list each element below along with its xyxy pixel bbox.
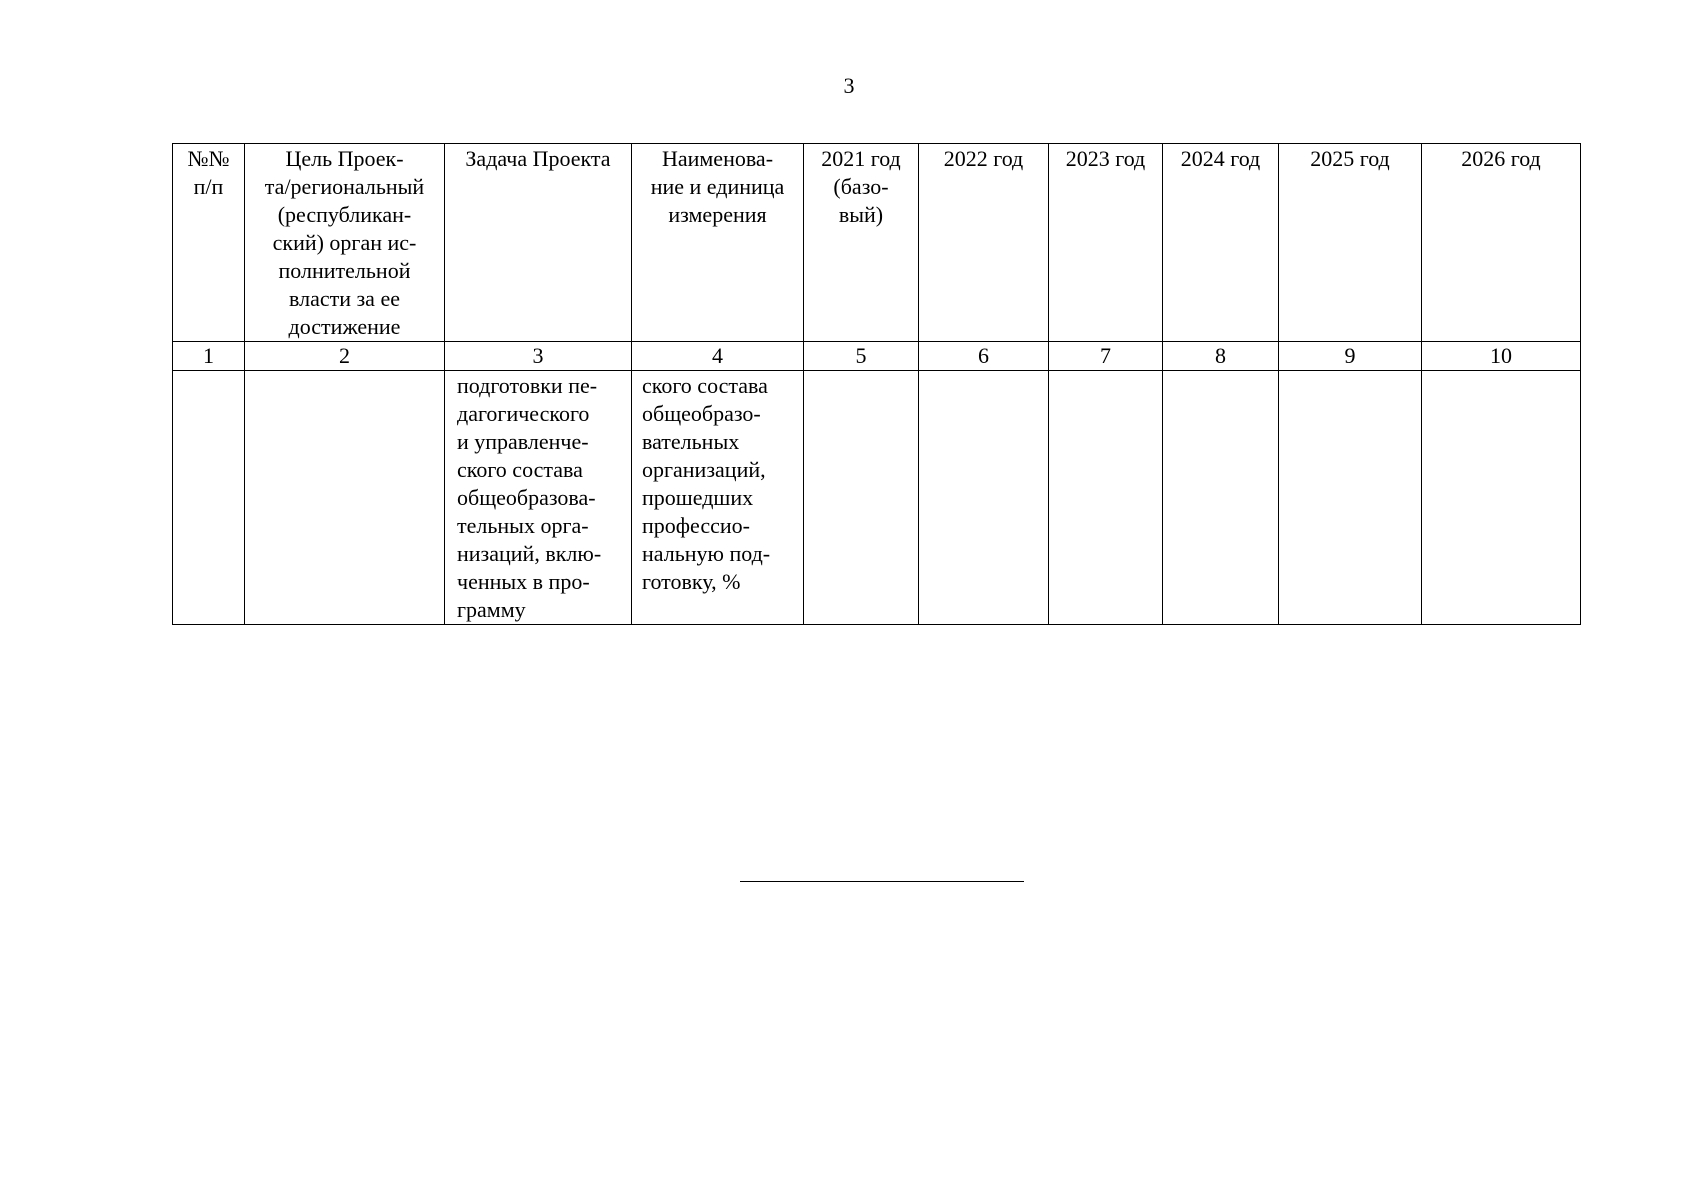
table-cell-indicator: ского состава общеобразо- вательных организаций, прошедших профессио- нальную под- готовку, % xyxy=(632,371,804,625)
table-cell-number xyxy=(173,371,245,625)
table-cell-2024 xyxy=(1163,371,1279,625)
column-number: 10 xyxy=(1422,342,1581,371)
column-number-row xyxy=(173,342,1581,371)
table-header-row xyxy=(173,144,1581,342)
column-number: 8 xyxy=(1163,342,1279,371)
table-cell-2022 xyxy=(919,371,1049,625)
header-year-2025: 2025 год xyxy=(1279,144,1422,342)
table-cell-2021 xyxy=(804,371,919,625)
column-number: 7 xyxy=(1049,342,1163,371)
header-project-goal: Цель Проек- та/региональный (республикан- ский) орган ис- полнительной власти за ее достижение xyxy=(245,144,445,342)
table-row xyxy=(173,371,1581,625)
table-cell-goal xyxy=(245,371,445,625)
column-number: 5 xyxy=(804,342,919,371)
table-cell-2026 xyxy=(1422,371,1581,625)
header-year-2022: 2022 год xyxy=(919,144,1049,342)
column-number: 3 xyxy=(445,342,632,371)
footer-divider-line xyxy=(740,881,1024,882)
table-cell-2025 xyxy=(1279,371,1422,625)
column-number: 9 xyxy=(1279,342,1422,371)
header-year-2024: 2024 год xyxy=(1163,144,1279,342)
header-indicator-name: Наименова- ние и единица измерения xyxy=(632,144,804,342)
column-number: 1 xyxy=(173,342,245,371)
header-number: №№ п/п xyxy=(173,144,245,342)
column-number: 6 xyxy=(919,342,1049,371)
table-cell-task: подготовки пе- дагогического и управленче- ского состава общеобразова- тельных орга- низаций, вклю- ченных в про- грамму xyxy=(445,371,632,625)
header-project-task: Задача Проекта xyxy=(445,144,632,342)
header-year-2021: 2021 год (базо- вый) xyxy=(804,144,919,342)
table-cell-2023 xyxy=(1049,371,1163,625)
indicators-table xyxy=(172,143,1581,625)
column-number: 2 xyxy=(245,342,445,371)
column-number: 4 xyxy=(632,342,804,371)
page-number: 3 xyxy=(843,73,855,98)
header-year-2023: 2023 год xyxy=(1049,144,1163,342)
header-year-2026: 2026 год xyxy=(1422,144,1581,342)
